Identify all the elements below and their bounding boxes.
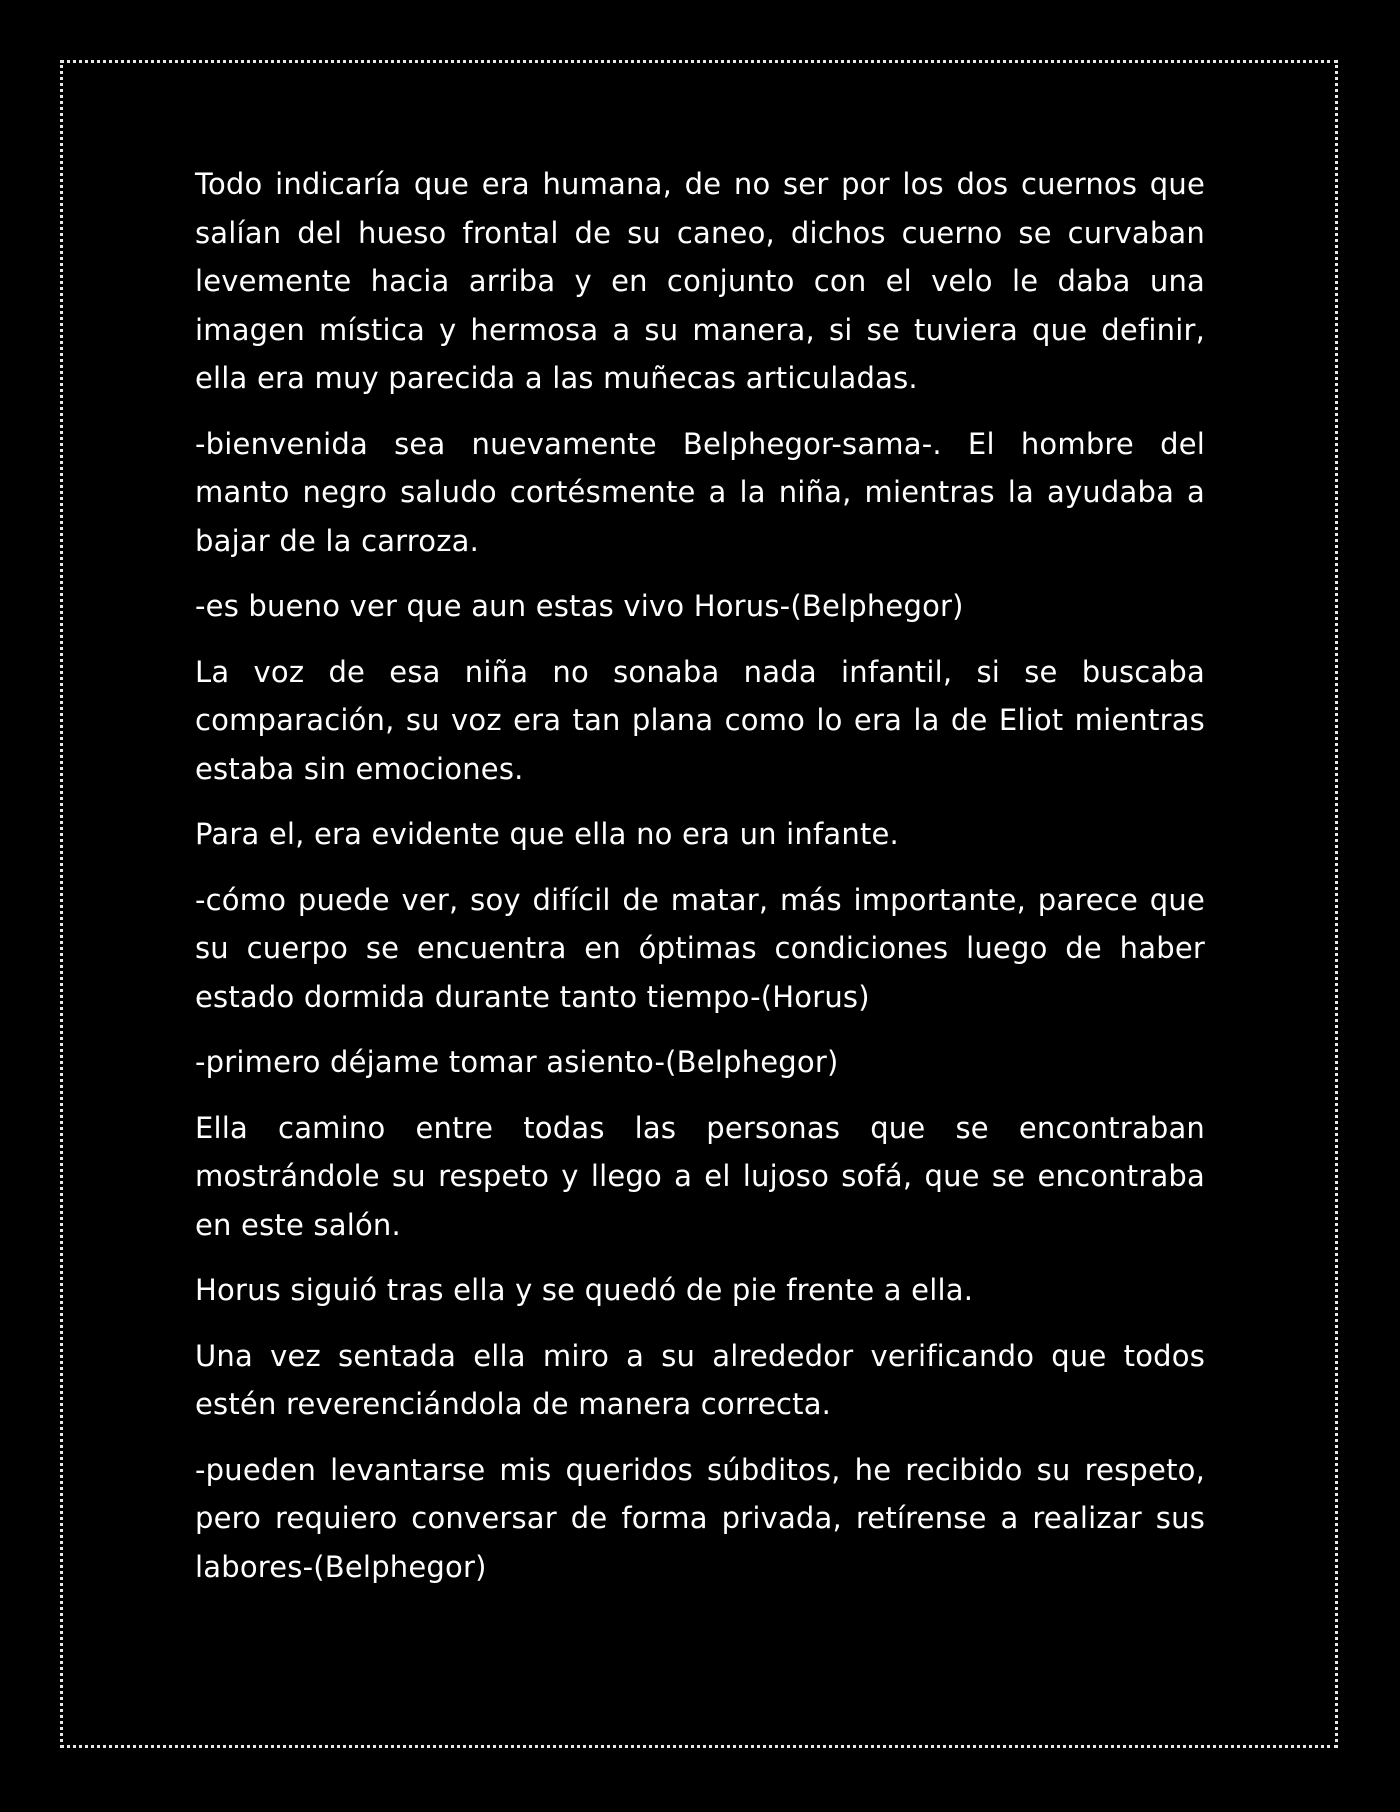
- paragraph: Horus siguió tras ella y se quedó de pie frente a ella.: [195, 1273, 974, 1307]
- paragraph: -bienvenida sea nuevamente Belphegor-sama-. El hombre del manto negro saludo cortésmente a la niña, mientras la ayudaba a bajar de la carroza.: [195, 426, 1205, 558]
- paragraph: Ella camino entre todas las personas que se encontraban mostrándole su respeto y llego a el lujoso sofá, que se encontraba en este salón.: [195, 1110, 1205, 1242]
- story-text: [195, 160, 1205, 1608]
- paragraph: Una vez sentada ella miro a su alrededor verificando que todos estén reverenciándola de manera correcta.: [195, 1338, 1205, 1421]
- paragraph: La voz de esa niña no sonaba nada infantil, si se buscaba comparación, su voz era tan plana como lo era la de Eliot mientras estaba sin emociones.: [195, 654, 1205, 786]
- paragraph: Todo indicaría que era humana, de no ser por los dos cuernos que salían del hueso frontal de su caneo, dichos cuerno se curvaban levemente hacia arriba y en conjunto con el velo le daba una imagen mística y hermosa a su manera, si se tuviera que definir, ella era muy parecida a las muñecas articuladas.: [195, 167, 1205, 395]
- paragraph: -primero déjame tomar asiento-(Belphegor): [195, 1045, 839, 1079]
- paragraph: Para el, era evidente que ella no era un infante.: [195, 817, 899, 851]
- paragraph: -es bueno ver que aun estas vivo Horus-(Belphegor): [195, 589, 964, 623]
- paragraph: -pueden levantarse mis queridos súbditos, he recibido su respeto, pero requiero conversar de forma privada, retírense a realizar sus labores-(Belphegor): [195, 1452, 1205, 1584]
- paragraph: -cómo puede ver, soy difícil de matar, más importante, parece que su cuerpo se encuentra en óptimas condiciones luego de haber estado dormida durante tanto tiempo-(Horus): [195, 882, 1205, 1014]
